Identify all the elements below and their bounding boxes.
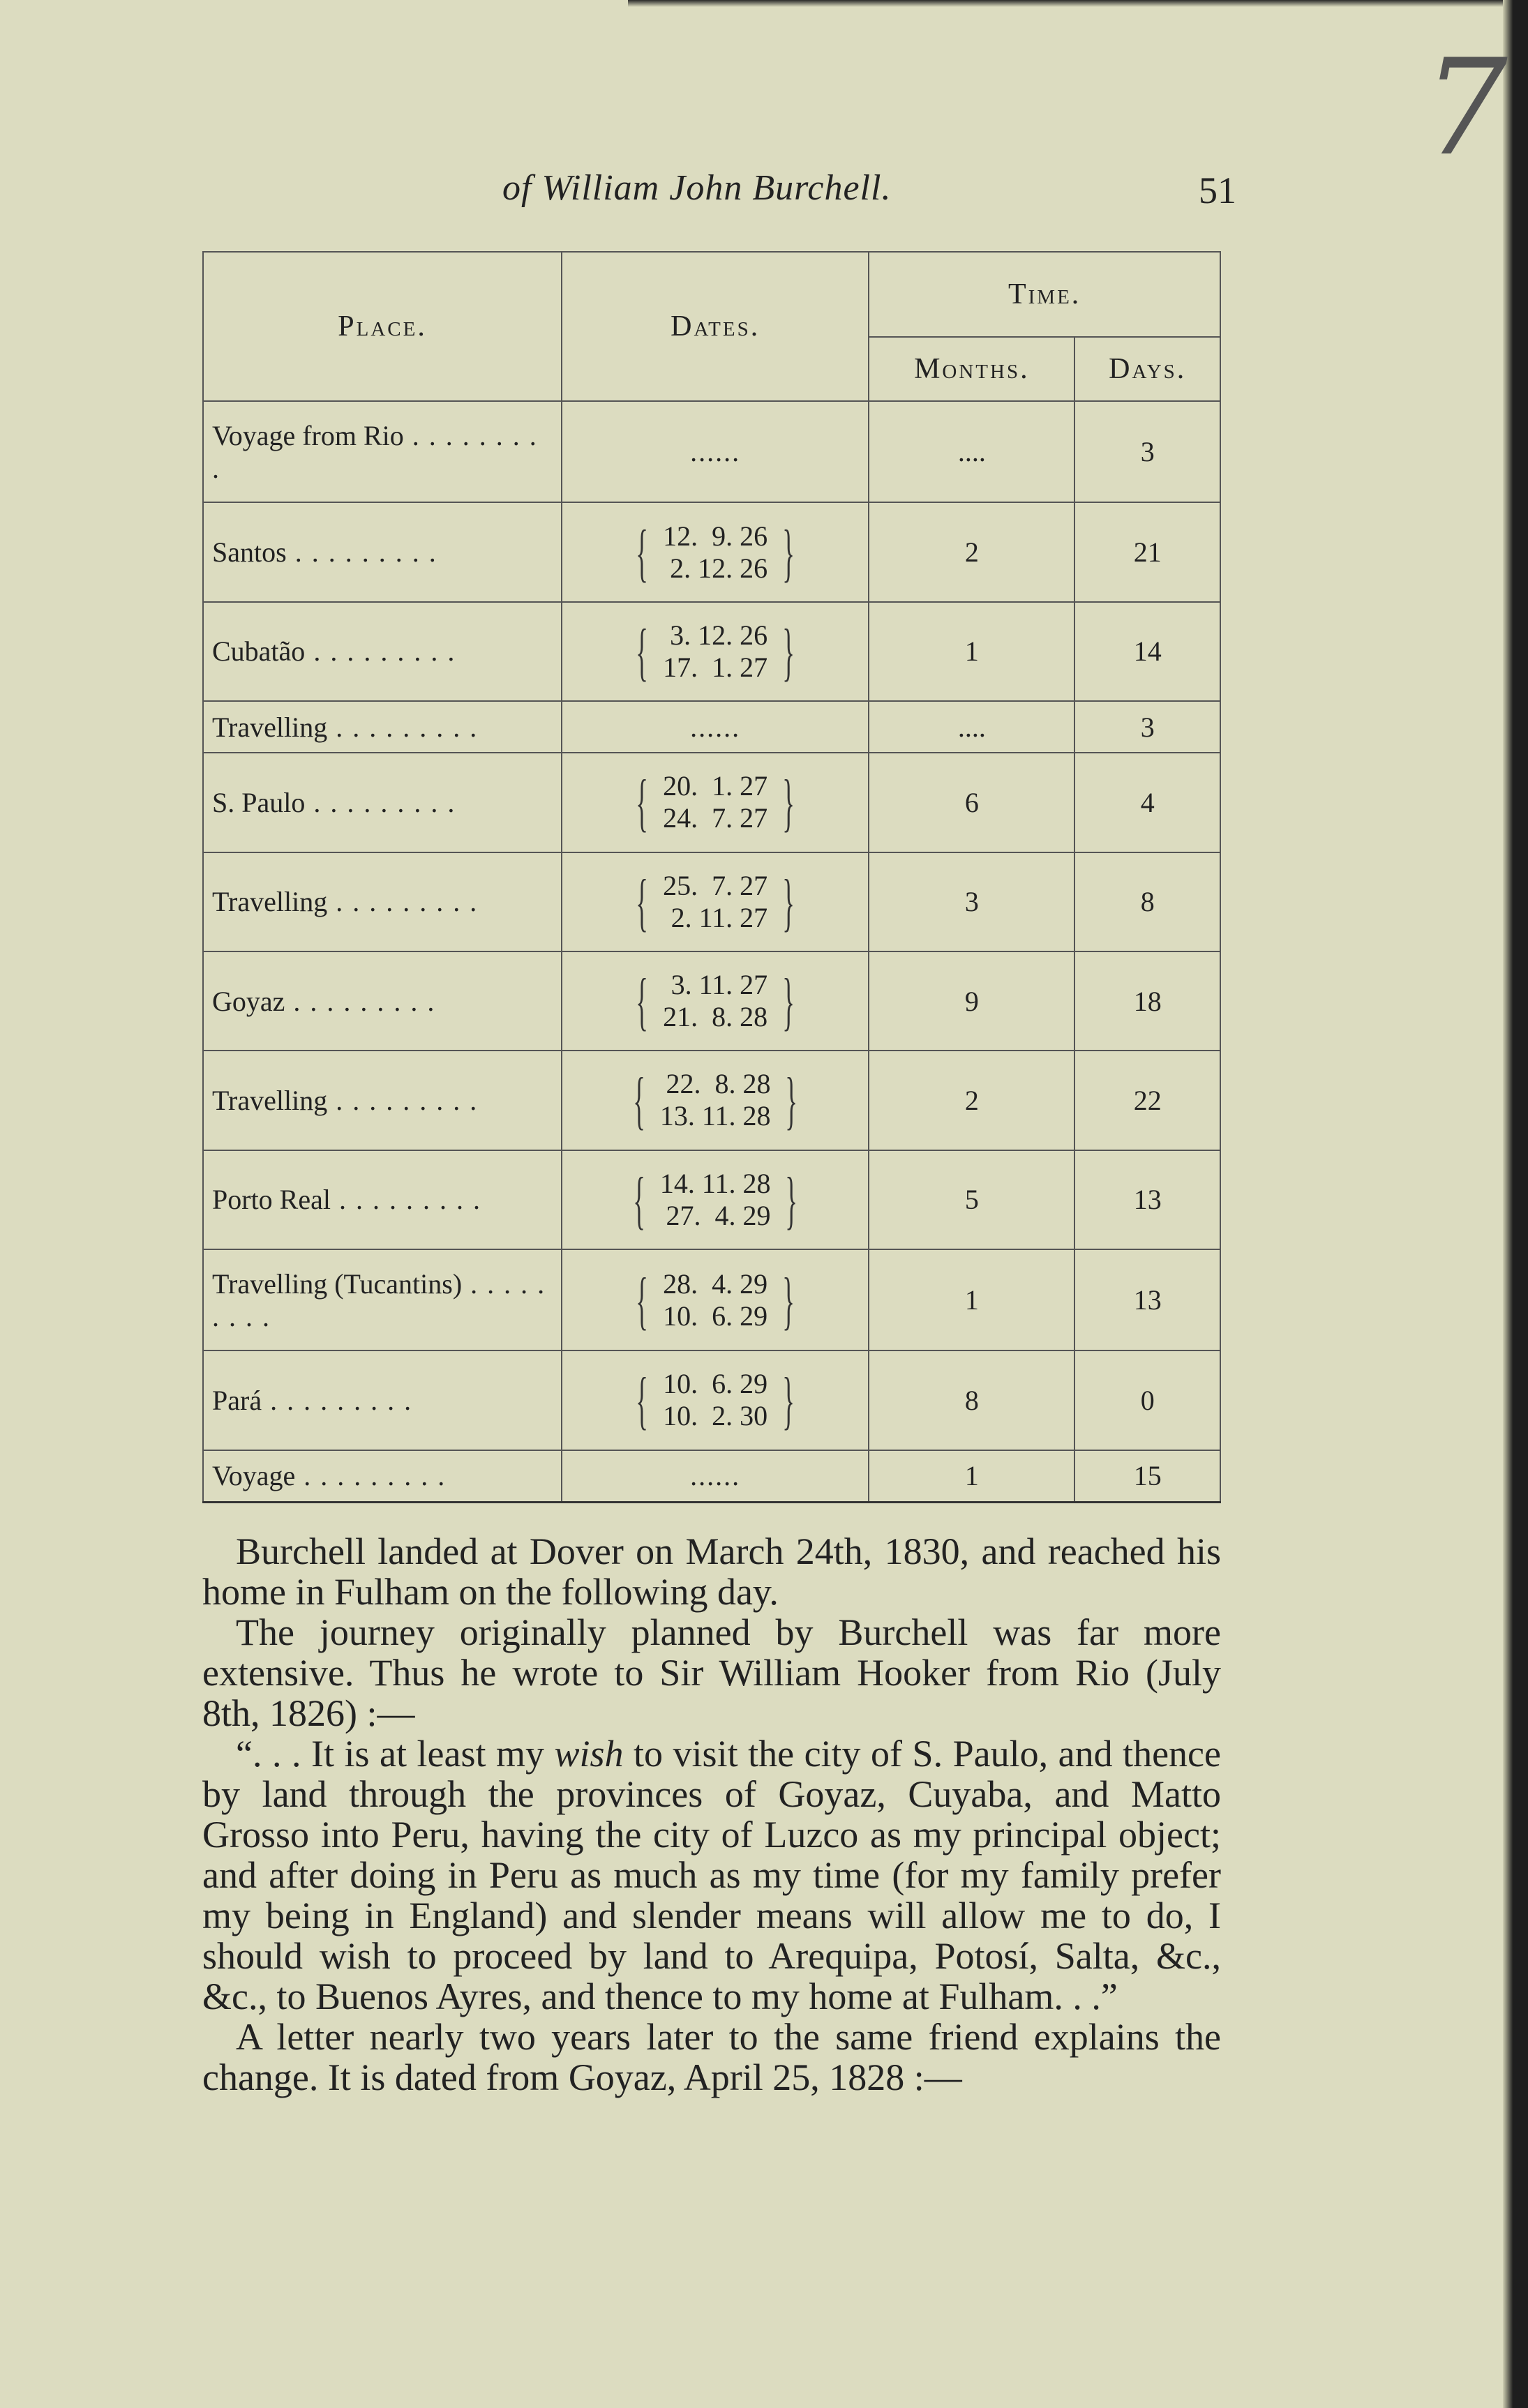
cell-months: 2 [869,502,1074,601]
cell-months: 1 [869,1450,1074,1503]
cell-dates [562,701,869,753]
cell-dates [562,1249,869,1350]
cell-dates [562,1051,869,1150]
right-brace: } [782,767,795,838]
date-to: 21. 8. 28 [663,1001,768,1032]
cell-dates [562,852,869,951]
cell-months: 9 [869,951,1074,1051]
pencil-annotation: 7 [1423,31,1508,185]
cell-days: 14 [1074,602,1220,701]
cell-months: .... [869,401,1074,502]
right-brace: } [785,1164,798,1235]
table-row [203,1450,1220,1503]
right-brace: } [782,866,795,938]
place-name: Travelling [212,711,328,743]
place-name: Travelling [212,1084,328,1116]
table-row [203,1150,1220,1249]
date-to: 17. 1. 27 [663,651,768,683]
table-row [203,852,1220,951]
header-dates: Dates. [562,252,869,401]
cell-days: 13 [1074,1249,1220,1350]
date-stack [663,969,767,1033]
left-brace: { [636,1264,648,1336]
dot-leader: . . . . . . . . . [327,886,479,918]
date-from: 3. 12. 26 [670,619,768,651]
left-brace: { [636,615,648,687]
date-to: 2. 12. 26 [670,552,768,584]
date-to: 2. 11. 27 [671,901,768,933]
cell-place [203,951,562,1051]
table-row [203,401,1220,502]
dot-leader: . . . . . . . . . [295,1460,447,1492]
place-name: Porto Real [212,1184,331,1216]
date-range [627,1264,804,1336]
paragraph-3 [202,1733,1221,2017]
cell-months: 1 [869,602,1074,701]
dates-blank: ...... [690,436,741,468]
cell-days: 22 [1074,1051,1220,1150]
date-to: 10. 6. 29 [663,1300,768,1332]
cell-months: 5 [869,1150,1074,1249]
place-name: Goyaz [212,985,285,1017]
cell-days: 21 [1074,502,1220,601]
date-to: 13. 11. 28 [659,1100,771,1132]
date-from: 25. 7. 27 [663,869,768,901]
itinerary-table [202,251,1221,1503]
quote-rest: to visit the city of S. Paulo, and thence by land through the provinces of Goyaz, Cuyaba, and Matto Grosso into Peru, having the city of Luzco as my principal object; and after doing in Peru as much as my time (for my family prefer my being in England) and slender means will allow me to do, I should wish to proceed by land to Arequipa, Potosí, Salta, &c., &c., to Buenos Ayres, and thence to my home at Fulham. . .” [202,1733,1221,2017]
quote-emphasis: wish [554,1733,624,1775]
table-row [203,502,1220,601]
table-body [203,401,1220,1503]
dot-leader: . . . . . . . . . [305,786,456,818]
cell-dates [562,1350,869,1450]
right-brace: } [782,1264,795,1336]
left-brace: { [633,1164,645,1235]
cell-dates [562,753,869,852]
table-row [203,602,1220,701]
date-stack [663,770,767,834]
dot-leader: . . . . . . . . . [212,419,538,484]
date-to: 10. 2. 30 [663,1400,768,1432]
paragraph-2: The journey originally planned by Burchell was far more extensive. Thus he wrote to Sir William Hooker from Rio (July 8th, 1826) :— [202,1611,1221,1734]
cell-place [203,701,562,753]
body-text [202,1531,1221,2098]
place-name: S. Paulo [212,786,306,818]
left-brace: { [633,1064,645,1136]
right-brace: } [785,1064,798,1136]
date-from: 12. 9. 26 [663,520,768,552]
header-place: Place. [203,252,562,401]
date-stack [660,1068,771,1132]
place-name: Voyage [212,1460,296,1492]
cell-days: 4 [1074,753,1220,852]
cell-months: 6 [869,753,1074,852]
dates-blank: ...... [690,711,741,743]
cell-place [203,1249,562,1350]
date-stack [663,1368,767,1432]
cell-dates [562,1450,869,1503]
cell-place [203,1450,562,1503]
right-brace: } [782,1364,795,1436]
cell-dates [562,502,869,601]
cell-months: 1 [869,1249,1074,1350]
date-range [624,1064,807,1136]
cell-months: .... [869,701,1074,753]
table-row [203,951,1220,1051]
dot-leader: . . . . . . . . . [285,985,436,1017]
table-header-row [203,252,1220,337]
dot-leader: . . . . . . . . . [330,1184,481,1216]
cell-days: 8 [1074,852,1220,951]
cell-months: 2 [869,1051,1074,1150]
cell-dates [562,1150,869,1249]
table-row [203,1249,1220,1350]
cell-place [203,602,562,701]
cell-place [203,502,562,601]
cell-place [203,1051,562,1150]
page-number: 51 [1199,170,1236,211]
date-range [627,1364,804,1436]
page-binding-edge [1503,0,1528,2408]
dot-leader: . . . . . . . . . [262,1384,413,1416]
dates-blank: ...... [690,1460,741,1492]
left-brace: { [636,516,648,588]
left-brace: { [636,1364,648,1436]
quote-start: “. . . It is at least my [236,1733,555,1775]
place-name: Voyage from Rio [212,419,404,451]
dot-leader: . . . . . . . . . [327,1084,479,1116]
header-days: Days. [1074,337,1220,401]
date-to: 24. 7. 27 [663,802,768,834]
place-name: Cubatão [212,635,306,668]
date-range [627,615,804,687]
date-to: 27. 4. 29 [666,1199,771,1231]
cell-dates [562,401,869,502]
date-from: 3. 11. 27 [671,969,768,1000]
date-from: 28. 4. 29 [663,1267,768,1300]
place-name: Santos [212,536,287,568]
cell-months: 3 [869,852,1074,951]
cell-place [203,401,562,502]
place-name: Travelling [212,886,328,918]
cell-place [203,753,562,852]
left-brace: { [636,965,648,1037]
date-stack [660,1168,771,1232]
left-brace: { [636,767,648,838]
cell-days: 3 [1074,401,1220,502]
right-brace: } [782,516,795,588]
right-brace: } [782,965,795,1037]
date-stack [663,1268,767,1332]
cell-dates [562,951,869,1051]
cell-days: 13 [1074,1150,1220,1249]
date-from: 10. 6. 29 [663,1368,768,1400]
cell-place [203,1350,562,1450]
cell-days: 3 [1074,701,1220,753]
date-range [627,965,804,1037]
running-head: of William John Burchell. [502,168,892,208]
date-range [627,516,804,588]
cell-place [203,852,562,951]
paragraph-4: A letter nearly two years later to the same friend explains the change. It is dated from Goyaz, April 25, 1828 :— [202,2016,1221,2098]
date-from: 22. 8. 28 [666,1068,771,1100]
place-name: Pará [212,1384,262,1416]
date-stack [663,870,767,934]
dot-leader: . . . . . . . . . [305,635,456,668]
page-top-shadow [628,0,1503,7]
table-row [203,1350,1220,1450]
dot-leader: . . . . . . . . . [212,1267,546,1332]
header-months: Months. [869,337,1074,401]
date-range [627,866,804,938]
date-from: 20. 1. 27 [663,770,768,802]
cell-months: 8 [869,1350,1074,1450]
cell-days: 18 [1074,951,1220,1051]
cell-dates [562,602,869,701]
paragraph-1: Burchell landed at Dover on March 24th, 1830, and reached his home in Fulham on the following day. [202,1530,1221,1613]
cell-place [203,1150,562,1249]
right-brace: } [782,615,795,687]
date-range [624,1164,807,1235]
dot-leader: . . . . . . . . . [286,536,437,568]
table-row [203,753,1220,852]
place-name: Travelling (Tucantins) [212,1267,463,1300]
left-brace: { [636,866,648,938]
date-stack [663,619,767,684]
date-stack [663,520,767,585]
header-time: Time. [869,252,1220,337]
table-row [203,1051,1220,1150]
date-range [627,767,804,838]
cell-days: 0 [1074,1350,1220,1450]
cell-days: 15 [1074,1450,1220,1503]
date-from: 14. 11. 28 [659,1167,771,1199]
dot-leader: . . . . . . . . . [327,711,479,743]
table-row [203,701,1220,753]
